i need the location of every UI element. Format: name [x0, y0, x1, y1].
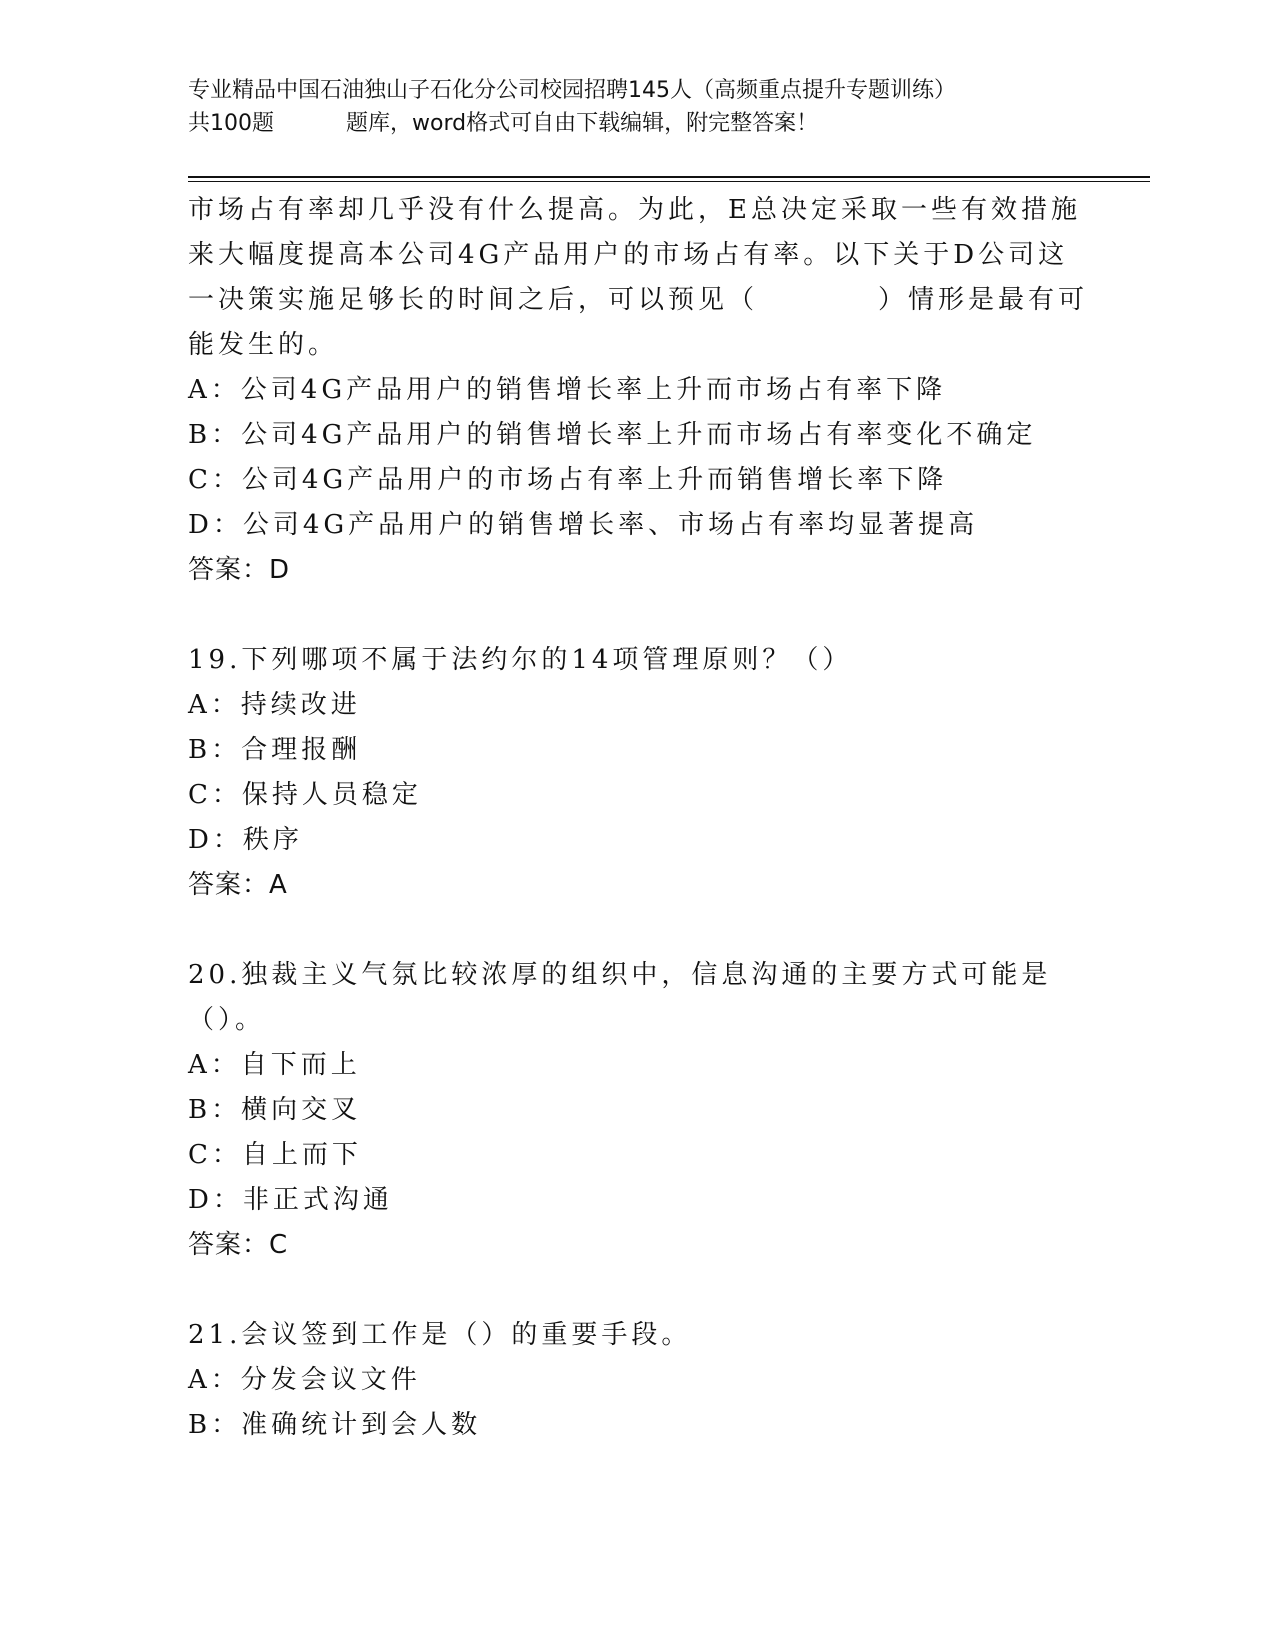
document-body [188, 188, 1088, 1448]
option-a: A：持续改进 [188, 690, 361, 720]
option-d: D：秩序 [188, 825, 303, 855]
option-b: B：横向交叉 [188, 1095, 362, 1125]
page-header [188, 74, 1128, 140]
question-title: 21.会议签到工作是（）的重要手段。 [188, 1320, 692, 1350]
question-text: 市场占有率却几乎没有什么提高。为此，E总决定采取一些有效措施来大幅度提高本公司4G产品用户的市场占有率。以下关于D公司这一决策实施足够长的时间之后，可以预见（ ）情形是最有可能发生的。 [188, 195, 1089, 360]
option-d: D：非正式沟通 [188, 1185, 393, 1215]
question-21 [188, 1313, 1088, 1448]
header-rule-thin [188, 181, 1150, 182]
header-title: 专业精品中国石油独山子石化分公司校园招聘145人（高频重点提升专题训练） [188, 78, 956, 103]
option-c: C：保持人员稳定 [188, 780, 422, 810]
header-download-note: 题库，word格式可自由下载编辑，附完整答案！ [346, 111, 819, 136]
answer: 答案：D [188, 555, 291, 585]
answer: 答案：C [188, 1230, 289, 1260]
option-c: C：公司4G产品用户的市场占有率上升而销售增长率下降 [188, 465, 948, 495]
question-title: 19.下列哪项不属于法约尔的14项管理原则？（） [188, 645, 853, 675]
header-question-count: 共100题 [188, 111, 274, 136]
option-d: D：公司4G产品用户的销售增长率、市场占有率均显著提高 [188, 510, 979, 540]
option-a: A：分发会议文件 [188, 1365, 421, 1395]
header-rule-thick [188, 176, 1150, 178]
question-19 [188, 638, 1088, 953]
option-b: B：准确统计到会人数 [188, 1410, 482, 1440]
option-c: C：自上而下 [188, 1140, 362, 1170]
option-b: B：合理报酬 [188, 735, 362, 765]
question-18-continuation [188, 188, 1088, 638]
option-a: A：自下而上 [188, 1050, 361, 1080]
header-subtitle [188, 107, 1128, 140]
option-b: B：公司4G产品用户的销售增长率上升而市场占有率变化不确定 [188, 420, 1037, 450]
answer: 答案：A [188, 870, 288, 900]
option-a: A：公司4G产品用户的销售增长率上升而市场占有率下降 [188, 375, 947, 405]
question-20 [188, 953, 1088, 1313]
question-title: 20.独裁主义气氛比较浓厚的组织中，信息沟通的主要方式可能是（）。 [188, 960, 1052, 1035]
